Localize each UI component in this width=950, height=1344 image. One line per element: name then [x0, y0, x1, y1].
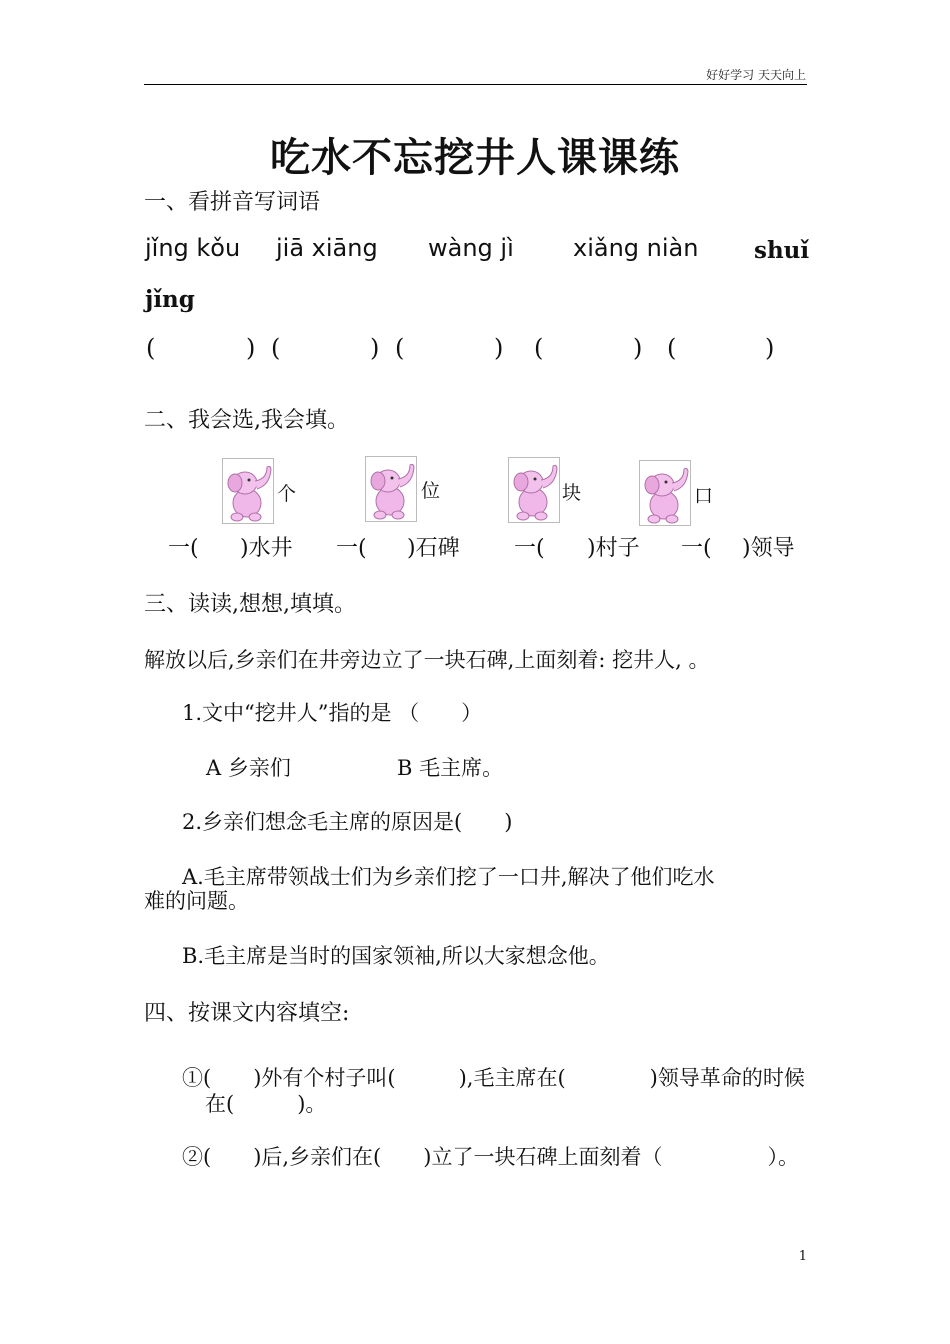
pinyin-2: jiā xiāng	[276, 234, 378, 262]
header-rule	[144, 84, 807, 85]
pinyin-3: wàng jì	[428, 234, 514, 262]
paren-open-5: (	[667, 334, 677, 362]
question-2: 2.乡亲们想念毛主席的原因是( )	[182, 810, 513, 834]
paren-close-2: )	[370, 334, 380, 362]
measure-word-3: 块	[562, 482, 582, 504]
elephant-icon	[639, 460, 691, 526]
fill-open-2: 一(	[336, 536, 367, 561]
paren-close-5: )	[765, 334, 775, 362]
q2-option-b: B.毛主席是当时的国家领袖,所以大家想念他。	[182, 944, 610, 968]
section4-heading: 四、按课文内容填空:	[144, 1001, 350, 1026]
section2-heading: 二、我会选,我会填。	[144, 408, 349, 433]
page-number: 1	[798, 1249, 807, 1264]
paren-close-3: )	[494, 334, 504, 362]
section3-heading: 三、读读,想想,填填。	[144, 592, 356, 617]
q2-option-a-line2: 难的问题。	[144, 889, 249, 913]
fill-close-3: )村子	[587, 536, 640, 561]
measure-word-2: 位	[421, 480, 441, 502]
q2-option-a-line1: A.毛主席带领战士们为乡亲们挖了一口井,解决了他们吃水	[182, 865, 715, 889]
elephant-icon	[222, 458, 274, 524]
passage: 解放以后,乡亲们在井旁边立了一块石碑,上面刻着: 挖井人, 。	[144, 648, 710, 672]
fill-close-4: )领导	[742, 536, 795, 561]
fill-item-1-line1: ①( )外有个村子叫( ),毛主席在( )领导革命的时候	[182, 1066, 805, 1090]
pinyin-4: xiǎng niàn	[573, 234, 699, 262]
measure-word-4: 口	[694, 485, 714, 507]
paren-open-2: (	[271, 334, 281, 362]
fill-item-2: ②( )后,乡亲们在( )立了一块石碑上面刻着（ ）。	[182, 1145, 799, 1169]
elephant-icon	[365, 456, 417, 522]
fill-item-1-line2: 在( )。	[205, 1092, 327, 1116]
header-text: 好好学习 天天向上	[706, 68, 806, 82]
fill-open-1: 一(	[168, 536, 199, 561]
section1-heading: 一、看拼音写词语	[144, 190, 321, 215]
fill-open-4: 一(	[681, 536, 712, 561]
q1-option-a: A 乡亲们	[206, 756, 291, 780]
paren-close-4: )	[633, 334, 643, 362]
pinyin-5a: shuǐ	[754, 237, 810, 264]
paren-close-1: )	[246, 334, 256, 362]
pinyin-5b: jǐng	[145, 286, 195, 313]
fill-close-1: )水井	[240, 536, 293, 561]
question-1: 1.文中“挖井人”指的是 （ ）	[182, 701, 483, 725]
paren-open-3: (	[395, 334, 405, 362]
fill-open-3: 一(	[514, 536, 545, 561]
elephant-icon	[508, 457, 560, 523]
q1-option-b: B 毛主席。	[397, 756, 504, 780]
page-title: 吃水不忘挖井人课课练	[270, 135, 680, 181]
fill-close-2: )石碑	[407, 536, 460, 561]
paren-open-1: (	[146, 334, 156, 362]
paren-open-4: (	[534, 334, 544, 362]
measure-word-1: 个	[277, 483, 297, 505]
pinyin-1: jǐng kǒu	[145, 234, 241, 262]
